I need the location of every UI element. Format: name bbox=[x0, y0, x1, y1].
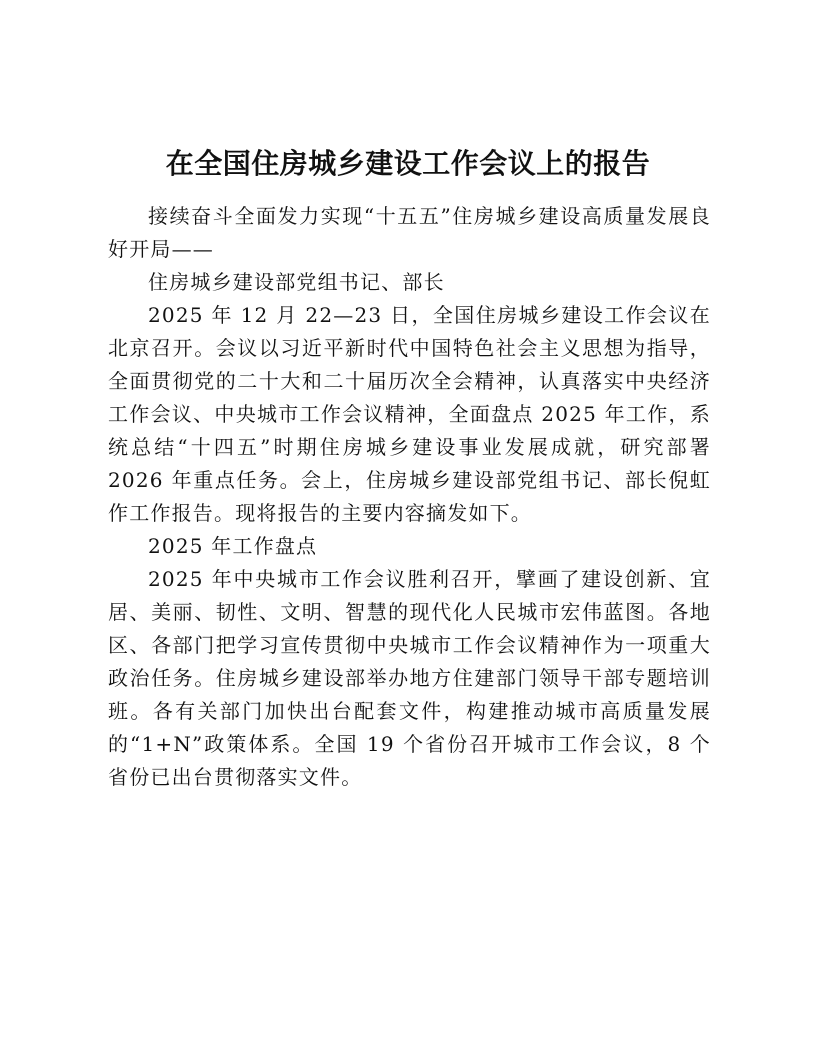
subtitle-paragraph: 接续奋斗全面发力实现“十五五”住房城乡建设高质量发展良好开局—— bbox=[108, 204, 711, 261]
document-title: 在全国住房城乡建设工作会议上的报告 bbox=[165, 147, 651, 180]
section-heading: 2025 年工作盘点 bbox=[148, 534, 318, 558]
intro-paragraph: 2025 年 12 月 22—23 日，全国住房城乡建设工作会议在北京召开。会议以习近平新时代中国特色社会主义思想为指导，全面贯彻党的二十大和二十届历次全会精神，认真落实中央经济工作会议、中央城市工作会议精神，全面盘点 2025 年工作，系统总结“十四五”时期住房城乡建设事业发展成就，研究部署 2026 年重点任务。会上，住房城乡建设部党组书记、部长倪虹作工作报告。现将报告的主要内容摘发如下。 bbox=[108, 303, 711, 525]
author-line: 住房城乡建设部党组书记、部长 bbox=[148, 270, 445, 294]
document-body bbox=[108, 200, 711, 794]
body-paragraph: 2025 年中央城市工作会议胜利召开，擘画了建设创新、宜居、美丽、韧性、文明、智慧的现代化人民城市宏伟蓝图。各地区、各部门把学习宣传贯彻中央城市工作会议精神作为一项重大政治任务。住房城乡建设部举办地方住建部门领导干部专题培训班。各有关部门加快出台配套文件，构建推动城市高质量发展的“1+N”政策体系。全国 19 个省份召开城市工作会议，8 个省份已出台贯彻落实文件。 bbox=[108, 567, 711, 789]
